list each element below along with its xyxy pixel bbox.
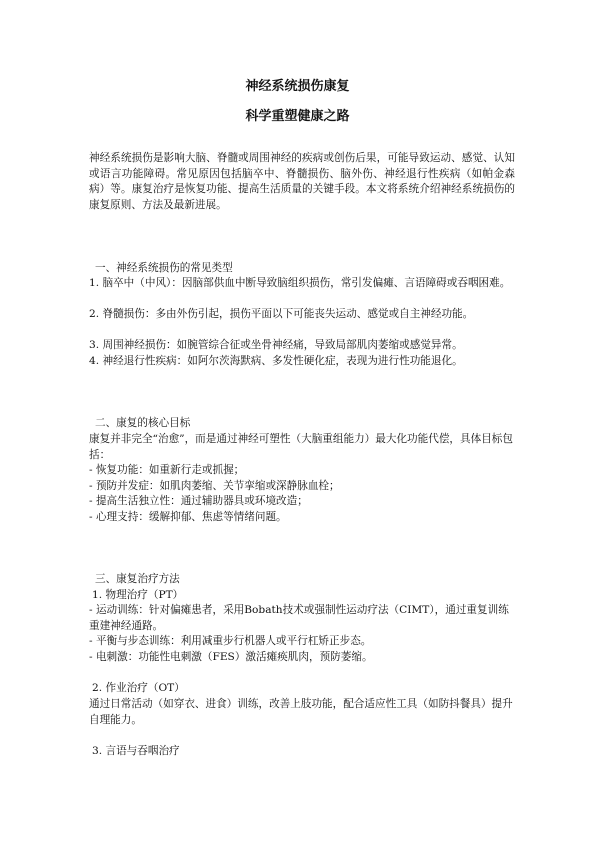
document-subtitle: 科学重塑健康之路	[245, 109, 350, 124]
intro-paragraph: 神经系统损伤是影响大脑、脊髓或周围神经的疾病或创伤后果，可能导致运动、感觉、认知或语言功能障碍。常见原因包括脑卒中、脊髓损伤、脑外伤、神经退行性疾病（如帕金森病）等。康复治疗是恢复功能、提高生活质量的关键手段。本文将系统介绍神经系统损伤的康复原则、方法及最新进展。	[89, 152, 515, 211]
section-heading-goals: 二、康复的核心目标	[95, 417, 191, 429]
list-item: 4. 神经退行性疾病：如阿尔茨海默病、多发性硬化症，表现为进行性功能退化。	[89, 355, 463, 367]
subsection-text-ot: 通过日常活动（如穿衣、进食）训练，改善上肢功能，配合适应性工具（如防抖餐具）提升自理能力。	[89, 698, 513, 726]
list-item: - 运动训练：针对偏瘫患者，采用Bobath技术或强制性运动疗法（CIMT），通过重复训练重建神经通路。	[89, 604, 509, 632]
list-item: 3. 周围神经损伤：如腕管综合征或坐骨神经痛，导致局部肌肉萎缩或感觉异常。	[89, 339, 463, 351]
list-item: - 预防并发症：如肌肉萎缩、关节挛缩或深静脉血栓；	[89, 480, 340, 492]
list-item: - 电刺激：功能性电刺激（FES）激活瘫痪肌肉，预防萎缩。	[89, 651, 373, 663]
section-intro: 康复并非完全“治愈”，而是通过神经可塑性（大脑重组能力）最大化功能代偿，具体目标包括：	[89, 433, 513, 461]
list-item: - 提高生活独立性：通过辅助器具或环境改造；	[89, 495, 308, 507]
list-item: 2. 脊髓损伤：多由外伤引起，损伤平面以下可能丧失运动、感觉或自主神经功能。	[89, 308, 474, 320]
section-heading-types: 一、神经系统损伤的常见类型	[95, 262, 233, 274]
list-item: 1. 脑卒中（中风）：因脑部供血中断导致脑组织损伤，常引发偏瘫、言语障碍或吞咽困难。	[89, 277, 511, 289]
document-title: 神经系统损伤康复	[245, 79, 350, 94]
subsection-heading-speech: 3. 言语与吞咽治疗	[92, 745, 180, 757]
list-item: - 心理支持：缓解抑郁、焦虑等情绪问题。	[89, 511, 287, 523]
subsection-heading-pt: 1. 物理治疗（PT）	[92, 589, 184, 601]
list-item: - 恢复功能：如重新行走或抓握；	[89, 464, 245, 476]
list-item: - 平衡与步态训练：利用减重步行机器人或平行杠矫正步态。	[89, 635, 372, 647]
subsection-heading-ot: 2. 作业治疗（OT）	[92, 682, 185, 694]
section-heading-methods: 三、康复治疗方法	[95, 573, 180, 585]
